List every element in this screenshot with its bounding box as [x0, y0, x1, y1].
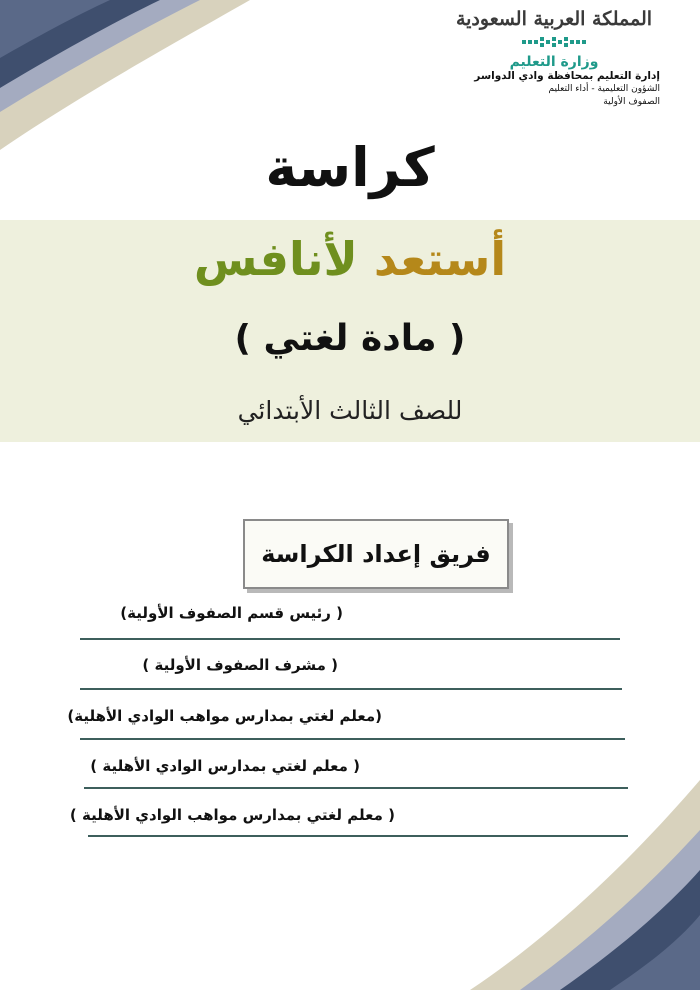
- ministry-logo-icon: [522, 36, 586, 52]
- team-member-5: ( معلم لغتي بمدارس مواهب الوادي الأهلية ): [69, 806, 395, 824]
- team-heading-box: [243, 519, 509, 589]
- member-line-4: [84, 787, 628, 789]
- member-line-5: [88, 835, 628, 837]
- affairs-name: الشؤون التعليمية - أداء التعليم: [548, 84, 660, 94]
- cover-subtitle: [0, 232, 700, 286]
- grade-label: للصف الثالث الأبتدائي: [237, 396, 463, 425]
- team-member-3: (معلم لغتي بمدارس مواهب الوادي الأهلية): [67, 707, 382, 725]
- ministry-name: وزارة التعليم: [509, 54, 599, 70]
- subtitle-word-2: لأنافس: [193, 232, 358, 286]
- member-line-2: [80, 688, 622, 690]
- kingdom-name: المملكة العربية السعودية: [455, 8, 653, 30]
- member-line-1: [80, 638, 620, 640]
- subtitle-word-1: أستعد: [373, 232, 507, 286]
- team-heading: فريق إعداد الكراسة: [261, 540, 491, 568]
- cover-title: كراسة: [265, 136, 435, 199]
- team-member-1: ( رئيس قسم الصفوف الأولية): [120, 604, 343, 622]
- department-name: إدارة التعليم بمحافظة وادي الدواسر: [474, 70, 660, 82]
- member-line-3: [80, 738, 625, 740]
- team-member-2: ( مشرف الصفوف الأولية ): [142, 656, 338, 674]
- ministry-header: [444, 6, 664, 124]
- team-member-4: ( معلم لغتي بمدارس الوادي الأهلية ): [90, 757, 360, 775]
- subject-title: ( مادة لغتي ): [234, 318, 466, 359]
- section-name: الصفوف الأولية: [603, 97, 660, 107]
